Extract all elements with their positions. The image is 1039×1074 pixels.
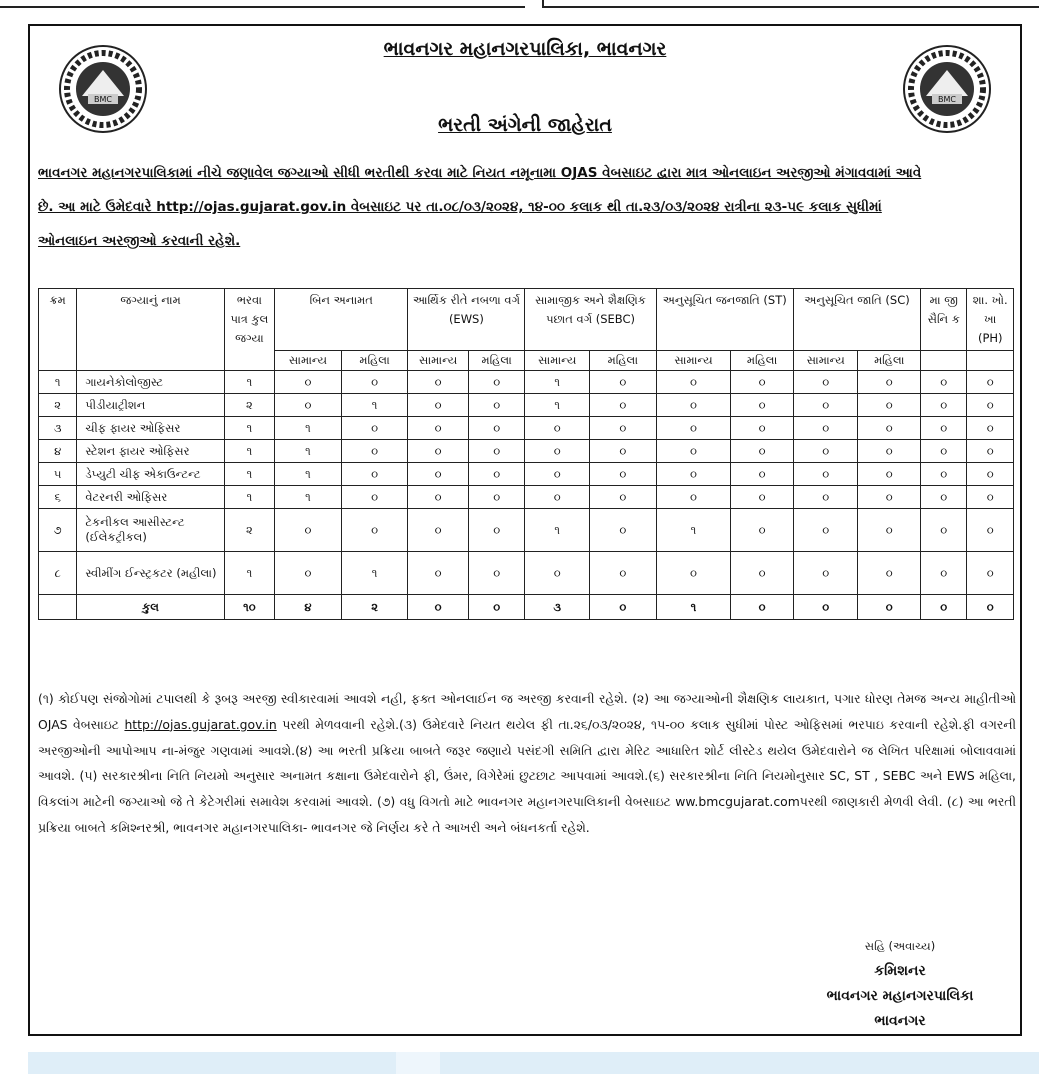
cell-count: ૦ — [858, 417, 921, 440]
cell-count: ૦ — [793, 417, 858, 440]
col-header-post: જગ્યાનું નામ — [77, 289, 224, 371]
cell-count: ૦ — [967, 371, 1014, 394]
sub-header-female: મહિલા — [590, 351, 657, 371]
col-header-ews: આર્થિક રીતે નબળા વર્ગ (EWS) — [408, 289, 525, 351]
sub-header-empty — [921, 351, 967, 371]
intro-paragraph — [38, 156, 1014, 258]
cell-count: ૦ — [408, 509, 469, 552]
cell-count: ૦ — [590, 440, 657, 463]
cell-count: ૦ — [408, 486, 469, 509]
cell-count: ૧ — [341, 552, 408, 595]
cell-count: ૦ — [590, 595, 657, 620]
cell-post: ચીફ ફાયર ઓફિસર — [77, 417, 224, 440]
cell-count: ૦ — [967, 509, 1014, 552]
col-header-st: અનુસૂચિત જનજાતિ (ST) — [656, 289, 793, 351]
cell-count: ૩ — [525, 595, 590, 620]
ojas-link[interactable]: http://ojas.gujarat.gov.in — [124, 716, 277, 732]
cell-count: ૧ — [224, 552, 274, 595]
logo-text: BMC — [938, 95, 956, 104]
cell-count: ૦ — [731, 552, 794, 595]
cell-count: ૦ — [525, 552, 590, 595]
table-row — [39, 440, 1014, 463]
cell-count: ૦ — [656, 486, 731, 509]
intro-line-3: ઓનલાઇન અરજીઓ કરવાની રહેશે. — [38, 233, 241, 249]
cell-count: ૦ — [468, 440, 525, 463]
cell-count: ૦ — [967, 394, 1014, 417]
col-header-sc: અનુસૂચિત જાતિ (SC) — [793, 289, 920, 351]
cell-count: ૦ — [525, 463, 590, 486]
cell-count: ૦ — [468, 417, 525, 440]
cell-count: ૦ — [341, 486, 408, 509]
sub-header-general: સામાન્ય — [656, 351, 731, 371]
cell-sr: ૪ — [39, 440, 77, 463]
cell-count: ૦ — [408, 394, 469, 417]
cell-count: ૦ — [793, 552, 858, 595]
cell-count: ૦ — [793, 394, 858, 417]
table-row — [39, 509, 1014, 552]
cell-sr: ૩ — [39, 417, 77, 440]
cell-count: ૦ — [921, 595, 967, 620]
cell-count: ૦ — [590, 463, 657, 486]
cell-sr: ૧ — [39, 371, 77, 394]
cell-count: ૦ — [468, 595, 525, 620]
cell-count: ૦ — [793, 463, 858, 486]
cell-count: ૦ — [590, 552, 657, 595]
cell-count: ૦ — [967, 595, 1014, 620]
table-row — [39, 394, 1014, 417]
sub-header-general: સામાન્ય — [793, 351, 858, 371]
notes-part-1: (૧) કોઈપણ સંજોગોમાં ટપાલથી કે રૂબરૂ અરજી સ્વીકારવામાં આવશે નહી, ફક્ત ઓનલાઈન જ અરજી કરવાની રહેશે. (૨) આ જગ્યાઓની શૈક્ષણિક લાયકાત, પગાર ધોરણ તેમજ અન્ય માહીતીઓ OJAS વેબસાઇટ — [38, 691, 1016, 732]
cell-count: ૦ — [731, 440, 794, 463]
signature-city: ભાવનગર — [874, 1013, 926, 1029]
cell-count: ૨ — [224, 509, 274, 552]
cell-count: ૦ — [858, 463, 921, 486]
cell-count: ૦ — [656, 552, 731, 595]
recruitment-notice — [28, 24, 1022, 1036]
signature-designation: કમિશનર — [874, 963, 926, 979]
cell-sr: ૨ — [39, 394, 77, 417]
cell-count: ૦ — [408, 463, 469, 486]
intro-line-2: છે. આ માટે ઉમેદવારે http://ojas.gujarat.gov.in વેબસાઇટ પર તા.૦૮/૦૩/૨૦૨૪, ૧૪-૦૦ કલાક થી તા.૨૩/૦૩/૨૦૨૪ રાત્રીના ૨૩-૫૯ કલાક સુધીમાં — [38, 199, 882, 215]
table-header-row — [39, 289, 1014, 351]
cell-count: ૦ — [921, 417, 967, 440]
cell-count: ૦ — [967, 463, 1014, 486]
cell-count: ૦ — [921, 486, 967, 509]
cell-count: ૦ — [793, 440, 858, 463]
cell-post: ડેપ્યુટી ચીફ એકાઉન્ટન્ટ — [77, 463, 224, 486]
cell-post: ગાયનેકોલોજીસ્ટ — [77, 371, 224, 394]
notes-section — [38, 686, 1016, 841]
sub-header-female: મહિલા — [468, 351, 525, 371]
top-strip-right — [542, 0, 1039, 8]
cell-count: ૦ — [858, 394, 921, 417]
col-header-ph: શા. ખો. ખા (PH) — [967, 289, 1014, 351]
organization-title: ભાવનગર મહાનગરપાલિકા, ભાવનગર — [383, 38, 667, 60]
cell-count: ૦ — [731, 394, 794, 417]
sub-header-empty — [967, 351, 1014, 371]
cell-count: ૦ — [731, 417, 794, 440]
cell-count: ૧ — [656, 595, 731, 620]
cell-count: ૦ — [408, 552, 469, 595]
cell-count: ૦ — [858, 440, 921, 463]
signature-sd: સહિ (અવાચ્ય) — [864, 939, 936, 953]
cell-count: ૪ — [275, 595, 342, 620]
top-strip-left — [0, 0, 525, 8]
cell-count: ૦ — [921, 552, 967, 595]
cell-count: ૦ — [921, 509, 967, 552]
cell-count: ૧ — [525, 371, 590, 394]
cell-count: ૦ — [858, 552, 921, 595]
cell-count: ૦ — [408, 595, 469, 620]
cell-count: ૦ — [275, 371, 342, 394]
notes-part-2: પરથી મેળવવાની રહેશે.(૩) ઉમેદવારે નિયત થયેલ ફી તા.૨૬/૦૩/૨૦૨૪, ૧૫-૦૦ કલાક સુધીમાં પોસ્ટ ઓફિસમાં ભરપાઇ કરવાની રહેશે.ફી વગરની અરજીઓની આપોઆપ ના-મંજુર ગણવામાં આવશે.(૪) આ ભરતી પ્રક્રિયા બાબતે જરૂર જણાયે પસંદગી સમિતિ દ્વારા મેરિટ આધારિત શોર્ટ લીસ્ટેડ થયેલ ઉમેદવારોને જ લેખિત પરિક્ષામાં બોલાવવામાં આવશે. (૫) સરકારશ્રીના નિતિ નિયમો અનુસાર અનામત કક્ષાના ઉમેદવારોને ફી, ઉંમર, વિગેરેમાં છુટછાટ આપવામાં આવશે.(૬) સરકારશ્રીના નિતિ નિયમોનુસાર SC, ST , SEBC અને EWS મહિલા, વિકલાંગ માટેની જગ્યાઓ જે તે કેટેગરીમાં સમાવેશ કરવામાં આવશે. (૭) વધુ વિગતો માટે ભાવનગર મહાનગરપાલિકાની વેબસાઇટ ww.bmcgujarat.comપરથી જાણકારી મેળવી લેવી. (૮) આ ભરતી પ્રક્રિયા બાબતે કમિશ્નરશ્રી, ભાવનગર મહાનગરપાલિકા- ભાવનગર જે નિર્ણય કરે તે આખરી અને બંધનકર્તા રહેશે. — [38, 716, 1017, 835]
cell-sr: ૭ — [39, 509, 77, 552]
cell-count: ૧ — [341, 394, 408, 417]
top-border-strip — [0, 0, 1039, 14]
cell-sr — [39, 595, 77, 620]
cell-count: ૦ — [468, 371, 525, 394]
cell-post: સ્ટેશન ફાયર ઓફિસર — [77, 440, 224, 463]
cell-post: કુલ — [77, 595, 224, 620]
cell-count: ૦ — [967, 440, 1014, 463]
cell-count: ૦ — [341, 371, 408, 394]
cell-count: ૦ — [468, 463, 525, 486]
table-row — [39, 371, 1014, 394]
cell-count: ૦ — [590, 486, 657, 509]
cell-count: ૦ — [590, 509, 657, 552]
col-header-sebc: સામાજીક અને શૈક્ષણિક પછાત વર્ગ (SEBC) — [525, 289, 656, 351]
cell-count: ૧૦ — [224, 595, 274, 620]
cell-post: ટેકનીકલ આસીસ્ટન્ટ (ઈલેકટ્રીકલ) — [77, 509, 224, 552]
cell-count: ૨ — [224, 394, 274, 417]
cell-count: ૦ — [408, 417, 469, 440]
cell-count: ૦ — [525, 486, 590, 509]
cell-count: ૦ — [858, 486, 921, 509]
cell-count: ૦ — [590, 417, 657, 440]
cell-count: ૧ — [275, 486, 342, 509]
cell-count: ૧ — [224, 417, 274, 440]
cell-count: ૦ — [341, 463, 408, 486]
cell-count: ૧ — [656, 509, 731, 552]
col-header-total: ભરવા પાત્ર કુલ જગ્યા — [224, 289, 274, 371]
cell-count: ૦ — [341, 509, 408, 552]
footer-chip — [396, 1052, 440, 1074]
table-row — [39, 552, 1014, 595]
signature-block — [790, 934, 1010, 1034]
cell-count: ૦ — [656, 417, 731, 440]
cell-count: ૦ — [525, 440, 590, 463]
cell-count: ૦ — [590, 371, 657, 394]
cell-count: ૧ — [224, 463, 274, 486]
sub-header-female: મહિલા — [731, 351, 794, 371]
sub-header-general: સામાન્ય — [525, 351, 590, 371]
sub-header-female: મહિલા — [341, 351, 408, 371]
cell-count: ૨ — [341, 595, 408, 620]
cell-count: ૦ — [468, 552, 525, 595]
cell-count: ૦ — [967, 417, 1014, 440]
footer-band — [28, 1052, 1039, 1074]
cell-count: ૦ — [525, 417, 590, 440]
cell-count: ૦ — [793, 509, 858, 552]
cell-count: ૦ — [731, 509, 794, 552]
cell-count: ૦ — [921, 440, 967, 463]
cell-count: ૦ — [656, 394, 731, 417]
cell-count: ૦ — [731, 371, 794, 394]
sub-header-general: સામાન્ય — [275, 351, 342, 371]
cell-count: ૦ — [275, 509, 342, 552]
cell-count: ૦ — [731, 595, 794, 620]
cell-sr: ૫ — [39, 463, 77, 486]
cell-count: ૧ — [224, 371, 274, 394]
cell-count: ૦ — [341, 440, 408, 463]
cell-count: ૦ — [793, 595, 858, 620]
cell-count: ૦ — [468, 486, 525, 509]
vacancy-table — [38, 288, 1014, 620]
cell-count: ૦ — [341, 417, 408, 440]
cell-count: ૧ — [275, 417, 342, 440]
cell-count: ૧ — [275, 440, 342, 463]
sub-header-female: મહિલા — [858, 351, 921, 371]
cell-count: ૦ — [921, 394, 967, 417]
col-header-exsm: મા જી સૈનિ ક — [921, 289, 967, 351]
cell-count: ૦ — [858, 371, 921, 394]
cell-sr: ૬ — [39, 486, 77, 509]
table-body — [39, 371, 1014, 620]
cell-count: ૦ — [590, 394, 657, 417]
cell-count: ૦ — [967, 486, 1014, 509]
cell-count: ૦ — [656, 371, 731, 394]
sub-header-general: સામાન્ય — [408, 351, 469, 371]
cell-count: ૦ — [921, 463, 967, 486]
cell-count: ૦ — [921, 371, 967, 394]
cell-count: ૦ — [858, 595, 921, 620]
cell-count: ૧ — [224, 440, 274, 463]
cell-post: વેટરનરી ઓફિસર — [77, 486, 224, 509]
cell-post: પીડીયાટ્રીશન — [77, 394, 224, 417]
col-header-gen: બિન અનામત — [275, 289, 408, 351]
cell-count: ૦ — [408, 440, 469, 463]
cell-count: ૦ — [408, 371, 469, 394]
cell-post: સ્વીમીંગ ઈન્સ્ટ્રકટર (મહીલા) — [77, 552, 224, 595]
col-header-sr: ક્રમ — [39, 289, 77, 371]
intro-line-1: ભાવનગર મહાનગરપાલિકામાં નીચે જણાવેલ જગ્યાઓ સીધી ભરતીથી કરવા માટે નિયત નમૂનામા OJAS વેબસાઇટ દ્વારા માત્ર ઓનલાઇન અરજીઓ મંગાવવામાં આવે — [38, 165, 922, 181]
cell-count: ૦ — [656, 463, 731, 486]
table-row — [39, 417, 1014, 440]
cell-count: ૦ — [793, 371, 858, 394]
cell-count: ૧ — [525, 509, 590, 552]
cell-sr: ૮ — [39, 552, 77, 595]
cell-count: ૦ — [967, 552, 1014, 595]
cell-count: ૦ — [468, 394, 525, 417]
table-row — [39, 486, 1014, 509]
cell-count: ૦ — [731, 463, 794, 486]
cell-count: ૦ — [858, 509, 921, 552]
cell-count: ૧ — [224, 486, 274, 509]
cell-count: ૦ — [656, 440, 731, 463]
cell-count: ૦ — [731, 486, 794, 509]
notice-title: ભરતી અંગેની જાહેરાત — [438, 114, 612, 136]
cell-count: ૦ — [468, 509, 525, 552]
cell-count: ૦ — [275, 552, 342, 595]
table-row — [39, 463, 1014, 486]
logo-text: BMC — [94, 95, 112, 104]
cell-count: ૧ — [525, 394, 590, 417]
total-row — [39, 595, 1014, 620]
cell-count: ૧ — [275, 463, 342, 486]
signature-org: ભાવનગર મહાનગરપાલિકા — [826, 988, 974, 1004]
cell-count: ૦ — [275, 394, 342, 417]
cell-count: ૦ — [793, 486, 858, 509]
